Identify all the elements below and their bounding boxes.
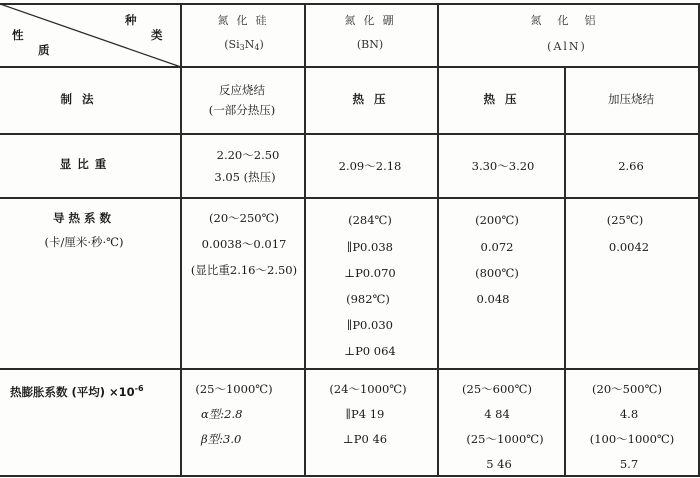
density-aln-b-value: 2.66 bbox=[618, 159, 644, 173]
conductivity-si3n4-value: (20～250℃) bbox=[209, 211, 279, 225]
expansion-bn-value: ∥P4 19 bbox=[345, 407, 385, 421]
si3n4-header-name: 氮化硅 bbox=[217, 14, 275, 27]
expansion-bn-value: ⊥P0 46 bbox=[342, 432, 388, 446]
conductivity-si3n4-value: 0.0038～0.017 bbox=[201, 237, 287, 251]
conductivity-aln-b-value: 0.0042 bbox=[608, 240, 650, 254]
expansion-aln-b-value: (20～500℃) bbox=[592, 382, 662, 396]
corner-property-label: 性 bbox=[12, 28, 24, 42]
conductivity-bn-value: ⊥P0.070 bbox=[344, 266, 396, 280]
expansion-si3n4-value: α型:2.8 bbox=[201, 407, 243, 421]
corner-category-label: 类 bbox=[151, 28, 163, 42]
conductivity-aln-a-value: (200℃) bbox=[475, 213, 519, 227]
expansion-aln-a-value: 5 46 bbox=[486, 457, 512, 471]
conductivity-si3n4-value: (显比重2.16～2.50) bbox=[190, 263, 298, 277]
conductivity-aln-a-value: 0.072 bbox=[480, 240, 514, 254]
conductivity-bn-value: ⊥P0 064 bbox=[344, 344, 396, 358]
density-si3n4-line1: 2.20～2.50 bbox=[216, 148, 280, 162]
method-aln-b-value: 加压烧结 bbox=[608, 92, 654, 106]
expansion-si3n4-value: β型:3.0 bbox=[201, 432, 242, 446]
density-aln-a-value: 3.30～3.20 bbox=[471, 159, 535, 173]
expansion-aln-b-value: (100～1000℃) bbox=[589, 432, 675, 446]
expansion-aln-a-value: (25～600℃) bbox=[462, 382, 532, 396]
conductivity-aln-a-value: (800℃) bbox=[475, 266, 519, 280]
density-row-label: 显比重 bbox=[59, 157, 113, 171]
conductivity-aln-b-value: (25℃) bbox=[606, 213, 644, 227]
method-si3n4-line2: (一部分热压) bbox=[208, 103, 276, 117]
expansion-bn-value: (24～1000℃) bbox=[329, 382, 407, 396]
density-si3n4-line2: 3.05 (热压) bbox=[214, 170, 276, 184]
expansion-aln-a-value: (25～1000℃) bbox=[466, 432, 544, 446]
bn-header-name: 氮化硼 bbox=[344, 14, 402, 27]
expansion-aln-b-value: 5.7 bbox=[619, 457, 639, 471]
expansion-row-label: 热膨胀系数 (平均) $\times 10^{-6}$ bbox=[10, 384, 144, 399]
aln-header-name: 氮化铝 bbox=[530, 14, 612, 27]
corner-species-label: 种 bbox=[125, 13, 137, 27]
conductivity-bn-value: (284℃) bbox=[348, 213, 392, 227]
conductivity-aln-a-value: 0.048 bbox=[476, 292, 510, 306]
method-bn-value: 热压 bbox=[352, 92, 396, 106]
si3n4-header-formula: $(Si_3N_4)$ bbox=[224, 38, 264, 52]
density-bn-value: 2.09～2.18 bbox=[338, 159, 402, 173]
conductivity-bn-value: ∥P0.030 bbox=[347, 318, 393, 332]
corner-quality-label: 质 bbox=[38, 43, 50, 57]
conductivity-row-label-line1: 导热系数 bbox=[53, 211, 115, 225]
method-aln-a-value: 热压 bbox=[483, 92, 527, 106]
conductivity-bn-value: (982℃) bbox=[346, 292, 390, 306]
method-row-label: 制法 bbox=[60, 92, 104, 106]
aln-header-formula: (AlN) bbox=[547, 40, 587, 53]
method-si3n4-line1: 反应烧结 bbox=[219, 83, 265, 97]
conductivity-row-label-line2: (卡/厘米·秒·℃) bbox=[44, 235, 124, 249]
expansion-si3n4-value: (25～1000℃) bbox=[195, 382, 273, 396]
conductivity-bn-value: ∥P0.038 bbox=[347, 240, 393, 254]
expansion-aln-a-value: 4 84 bbox=[484, 407, 510, 421]
bn-header-formula: (BN) bbox=[356, 38, 384, 51]
expansion-aln-b-value: 4.8 bbox=[619, 407, 639, 421]
